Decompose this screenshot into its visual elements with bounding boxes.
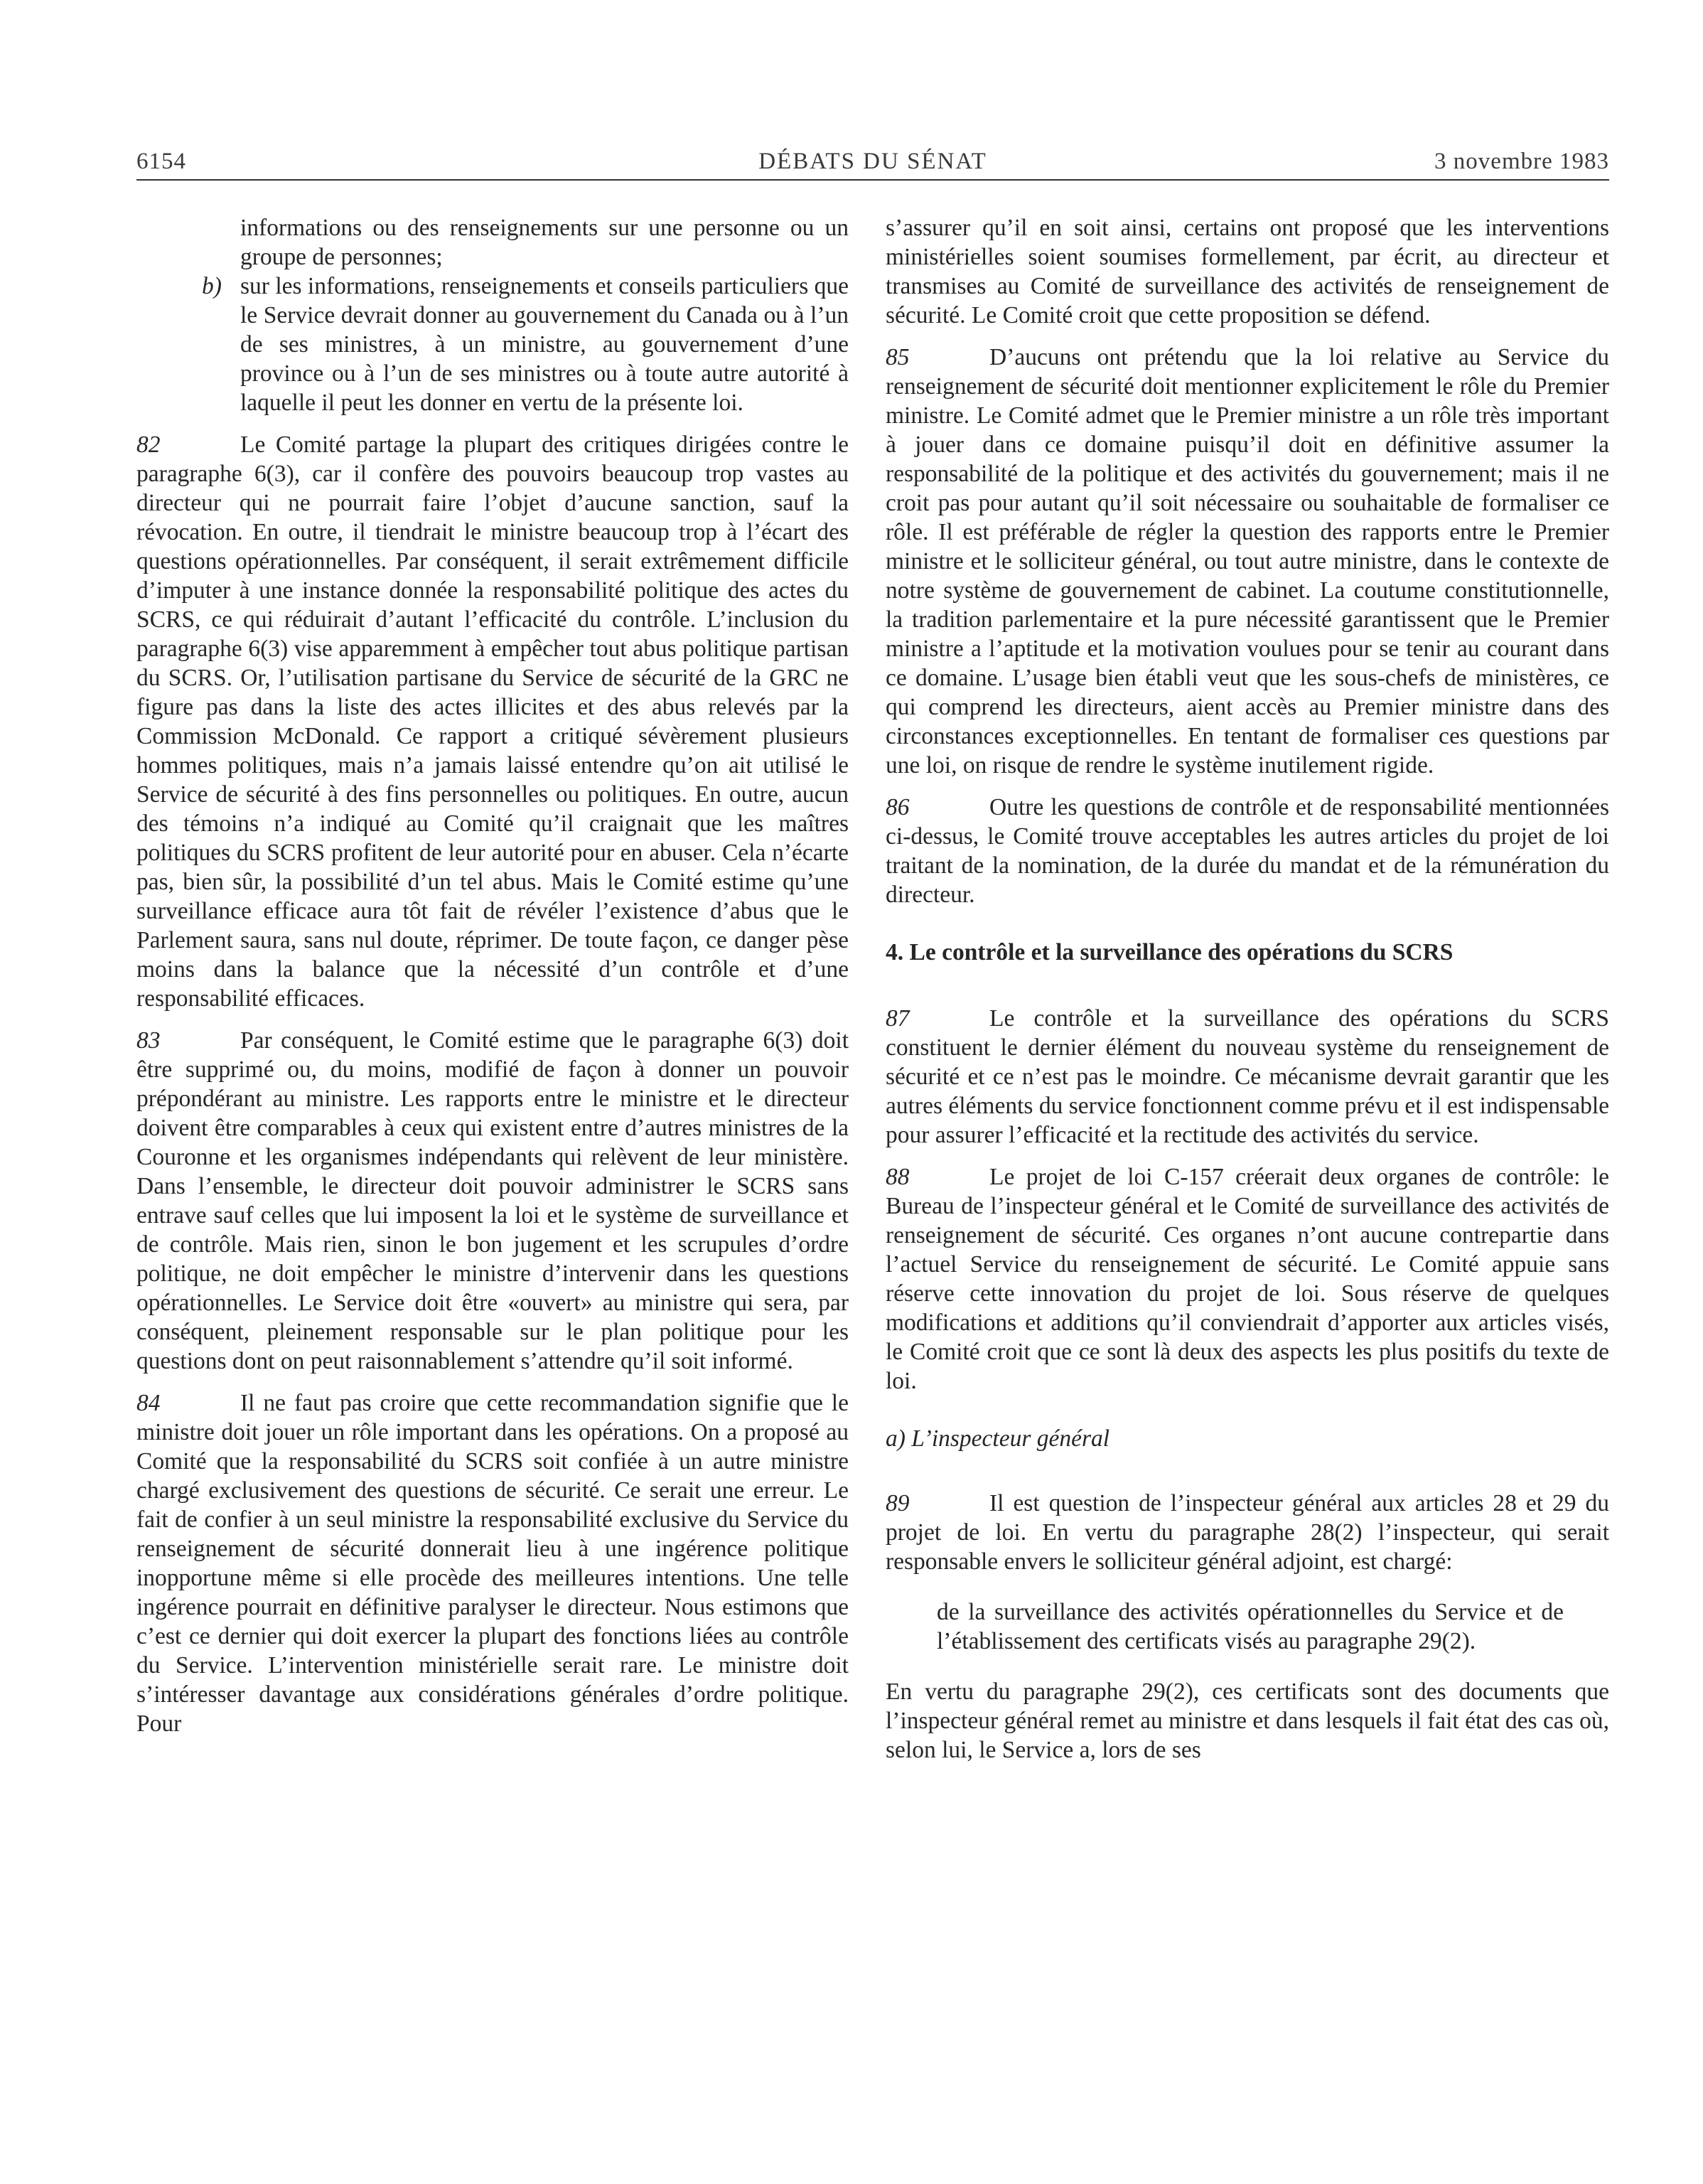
paragraph-text: D’aucuns ont prétendu que la loi relative au Service du renseignement de sécurité doit mentionner explicitement le rôle du Premier ministre. Le Comité admet que le Premier ministre a un rôle très important à jouer dans ce domaine puisqu’il doit en définitive assumer la responsabilité de la politique et des activités du gouvernement; mais il ne croit pas pour autant qu’il soit nécessaire ou souhaitable de formaliser ce rôle. Il est préférable de régler la question des rapports entre le Premier ministre et le solliciteur général, ou tout autre ministre, dans le contexte de notre système de gouvernement de cabinet. La coutume constitutionnelle, la tradition parlementaire et la pure nécessité garantissent que le Premier ministre a l’aptitude et la motivation voulues pour se tenir au courant dans ce domaine. L’usage bien établi veut que les sous-chefs de ministères, ce qui comprend les directeurs, aient accès au Premier ministre dans des circonstances exceptionnelles. En tentant de formaliser ces questions par une loi, on risque de rendre le système inutilement rigide. [886, 344, 1609, 778]
paragraph-88 [886, 1162, 1609, 1396]
paragraph-number: 89 [886, 1490, 910, 1516]
paragraph-85 [886, 343, 1609, 780]
item-a-continuation: informations ou des renseignements sur une personne ou un groupe de personnes; [240, 215, 849, 270]
publication-title: DÉBATS DU SÉNAT [758, 149, 987, 174]
right-column [886, 213, 1609, 1777]
paragraph-number: 86 [886, 794, 910, 820]
section-heading: 4. Le contrôle et la surveillance des opérations du SCRS [886, 939, 1454, 965]
paragraph-84 [136, 1388, 849, 1738]
paragraph-84-continuation: s’assurer qu’il en soit ainsi, certains ont proposé que les interventions ministérielles soient soumises formellement, par écrit, au directeur et transmises au Comité de surveillance des activités de renseignement de sécurité. Le Comité croit que cette proposition se défend. [886, 215, 1609, 328]
paragraph-text: Outre les questions de contrôle et de responsabilité mentionnées ci-dessus, le Comité trouve acceptables les autres articles du projet de loi traitant de la nomination, de la durée du mandat et de la rémunération du directeur. [886, 794, 1609, 908]
final-paragraph: En vertu du paragraphe 29(2), ces certificats sont des documents que l’inspecteur général remet au ministre et dans lesquels il fait état des cas où, selon lui, le Service a, lors de ses [886, 1679, 1609, 1763]
page-number: 6154 [136, 149, 186, 174]
paragraph-text: Il ne faut pas croire que cette recommandation signifie que le ministre doit jouer un rôle important dans les opérations. On a proposé au Comité que la responsabilité du SCRS soit confiée à un autre ministre chargé exclusivement des questions de sécurité. Ce serait une erreur. Le fait de confier à un seul ministre la responsabilité exclusive du Service du renseignement de sécurité donnerait lieu à une ingérence politique inopportune même si elle procède des meilleures intentions. Une telle ingérence pourrait en définitive paralyser le directeur. Nous estimons que c’est ce dernier qui doit exercer la plupart des fonctions liées au contrôle du Service. L’intervention ministérielle serait rare. Le ministre doit s’intéresser davantage aux considérations générales d’ordre politique. Pour [136, 1390, 849, 1737]
item-b [136, 272, 849, 417]
block-quote: de la surveillance des activités opérationnelles du Service et de l’établissement des certificats visés au paragraphe 29(2). [937, 1599, 1564, 1654]
paragraph-text: Le projet de loi C-157 créerait deux organes de contrôle: le Bureau de l’inspecteur général et le Comité de surveillance des activités de renseignement de sécurité. Ces organes n’ont aucune contrepartie dans l’actuel Service du renseignement de sécurité. Le Comité appuie sans réserve cette innovation du projet de loi. Sous réserve de quelques modifications et additions qu’il conviendrait d’apporter aux articles visés, le Comité croit que ce sont là deux des aspects les plus positifs du texte de loi. [886, 1164, 1609, 1394]
paragraph-83 [136, 1026, 849, 1376]
item-b-text: sur les informations, renseignements et conseils particuliers que le Service devrait donner au gouvernement du Canada ou à l’un de ses ministres, à un ministre, au gouvernement d’une province ou à l’un de ses ministres ou à toute autre autorité à laquelle il peut les donner en vertu de la présente loi. [240, 273, 849, 416]
paragraph-text: Le Comité partage la plupart des critiques dirigées contre le paragraphe 6(3), car il confère des pouvoirs beaucoup trop vastes au directeur qui ne pourrait faire l’objet d’aucune sanction, sauf la révocation. En outre, il tiendrait le ministre beaucoup trop à l’écart des questions opérationnelles. Par conséquent, il serait extrêmement difficile d’imputer à une instance donnée la responsabilité politique des actes du SCRS, ce qui réduirait d’autant l’efficacité du contrôle. L’inclusion du paragraphe 6(3) vise apparemment à empêcher tout abus politique partisan du SCRS. Or, l’utilisation partisane du Service de sécurité de la GRC ne figure pas dans la liste des actes illicites et des abus relevés par la Commission McDonald. Ce rapport a critiqué sévèrement plusieurs hommes politiques, mais n’a jamais laissé entendre qu’on ait utilisé le Service de sécurité à des fins personnelles ou politiques. En outre, aucun des témoins n’a indiqué au Comité qu’il craignait que les maîtres politiques du SCRS profitent de leur autorité pour en abuser. Cela n’écarte pas, bien sûr, la possibilité d’un tel abus. Mais le Comité estime qu’une surveillance efficace aura tôt fait de révéler l’existence d’abus que le Parlement saura, sans nul doute, réprimer. De toute façon, ce danger pèse moins dans la balance que la nécessité d’un contrôle et d’une responsabilité efficaces. [136, 432, 849, 1012]
paragraph-text: Il est question de l’inspecteur général aux articles 28 et 29 du projet de loi. En vertu du paragraphe 28(2) l’inspecteur, qui serait responsable envers le solliciteur général adjoint, est chargé: [886, 1490, 1609, 1575]
paragraph-number: 83 [136, 1027, 161, 1054]
sub-heading: a) L’inspecteur général [886, 1425, 1110, 1452]
running-header [136, 144, 1609, 181]
publication-date: 3 novembre 1983 [1434, 149, 1609, 174]
paragraph-82 [136, 430, 849, 1013]
paragraph-number: 84 [136, 1390, 161, 1416]
item-b-letter: b) [202, 273, 222, 299]
paragraph-number: 82 [136, 432, 161, 458]
paragraph-86 [886, 793, 1609, 909]
left-column [136, 213, 849, 1751]
paragraph-87 [886, 1004, 1609, 1150]
paragraph-89 [886, 1489, 1609, 1576]
paragraph-number: 85 [886, 344, 910, 370]
paragraph-number: 87 [886, 1005, 910, 1032]
paragraph-text: Par conséquent, le Comité estime que le paragraphe 6(3) doit être supprimé ou, du moins, modifié de façon à donner un pouvoir prépondérant au ministre. Les rapports entre le ministre et le directeur doivent être comparables à ceux qui existent entre d’autres ministres de la Couronne et les organismes indépendants qui relèvent de leur ministère. Dans l’ensemble, le directeur doit pouvoir administrer le SCRS sans entrave sauf celles que lui imposent la loi et le système de surveillance et de contrôle. Mais rien, sinon le bon jugement et les scrupules d’ordre politique, ne doit empêcher le ministre d’intervenir dans les questions opérationnelles. Le Service doit être «ouvert» au ministre qui sera, par conséquent, pleinement responsable sur le plan politique pour les questions dont on peut raisonnablement s’attendre qu’il soit informé. [136, 1027, 849, 1374]
paragraph-number: 88 [886, 1164, 910, 1190]
paragraph-text: Le contrôle et la surveillance des opérations du SCRS constituent le dernier élément du nouveau système du renseignement de sécurité et ce n’est pas le moindre. Ce mécanisme devrait garantir que les autres éléments du service fonctionnent comme prévu et il est indispensable pour assurer l’efficacité et la rectitude des activités du service. [886, 1005, 1609, 1148]
